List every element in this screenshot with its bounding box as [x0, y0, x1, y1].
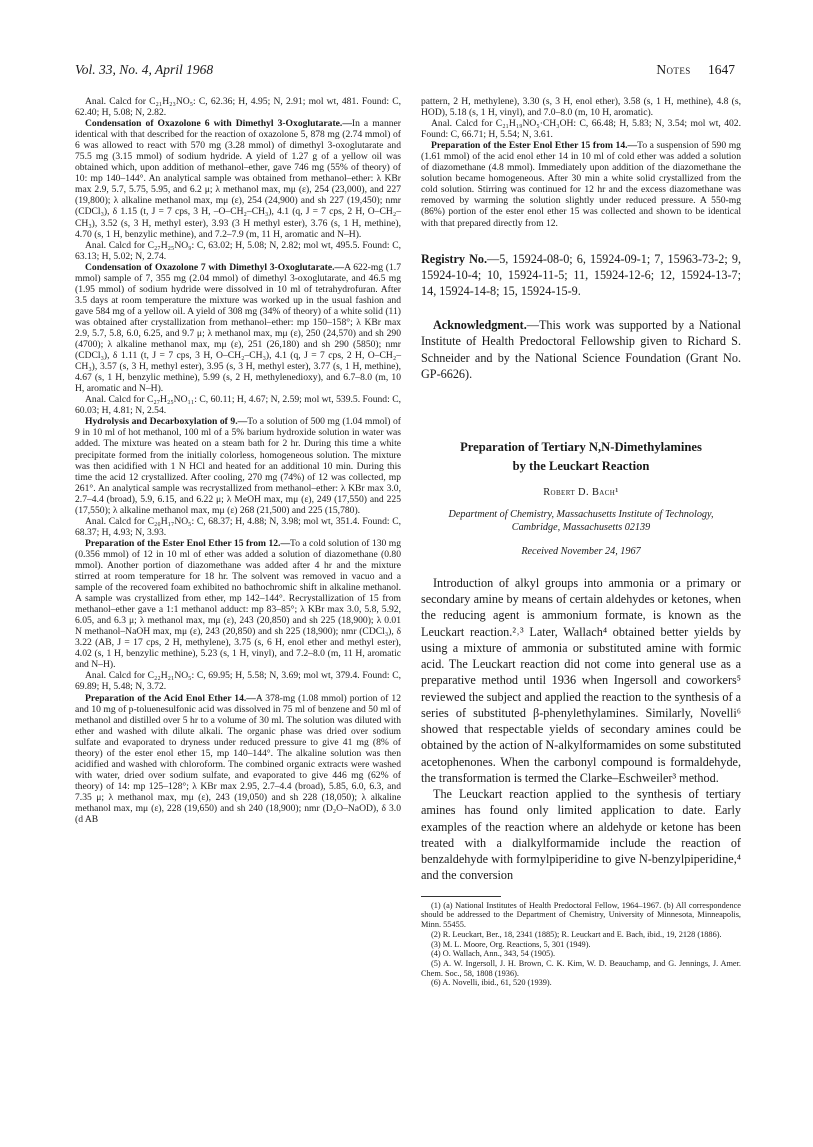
header-right: [656, 62, 735, 78]
section-label: Notes: [656, 62, 691, 77]
left-column: [75, 96, 401, 825]
paragraph: The Leuckart reaction applied to the synthesis of tertiary amines has found only limited application to date. Early examples of the reaction where an aldehyde or ketone has been treated with a dialkylformamide include the reaction of benzaldehyde with formylpiperidine to give N-benzylpiperidine,⁴ and the conversion: [421, 787, 741, 883]
footnotes: [421, 901, 741, 988]
article-body: [421, 575, 741, 884]
paragraph: Hydrolysis and Decarboxylation of 9.—To a solution of 500 mg (1.04 mmol) of 9 in 10 ml of hot methanol, 100 ml of a 5% barium hydroxide solution in water was added. The mixture was heated on a steam bath for 2 hr. During this time a white precipitate formed from the initially colorless, homogeneous solution. The mixture was then acidified with 1 N HCl and heated for an additional 10 min. During this time the acid 12 crystallized. After cooling, 270 mg (74%) of 12 was collected, mp 261°. An analytical sample was recrystallized from methanol–ether: λ KBr max 3.0, 2.7–4.4 (broad), 5.9, 6.15, and 6.22 μ; λ MeOH max, mμ (ε), 249 (17,550) and 225 (17,550); λ alkaline methanol max, mμ (ε) 268 (21,500) and 225 (15,780).: [75, 416, 401, 516]
experimental-continued: [421, 96, 741, 229]
article-author: Robert D. Bach¹: [543, 486, 619, 498]
acknowledgment-text: —This work was supported by a National Institute of Health Predoctoral Fellowship given to Richard S. Schneider and by the National Science Foundation (Grant No. GP-6626).: [421, 318, 741, 381]
footnote: (1) (a) National Institutes of Health Predoctoral Fellow, 1964–1967. (b) All correspondence should be addressed to the Department of Chemistry, University of Minnesota, Minneapolis, Minn. 55455.: [421, 900, 741, 930]
footnote-divider: [421, 896, 501, 897]
right-column: [421, 96, 741, 988]
registry-text: —5, 15924-08-0; 6, 15924-09-1; 7, 15963-73-2; 9, 15924-10-4; 10, 15924-11-5; 11, 15924-12-6; 12, 15924-13-7; 14, 15924-14-8; 15, 15924-15-9.: [421, 251, 741, 298]
article-title: Preparation of Tertiary N,N-Dimethylamines by the Leuckart Reaction: [460, 439, 702, 473]
journal-volume-issue: Vol. 33, No. 4, April 1968: [75, 62, 214, 77]
registry-heading: Registry No.: [421, 251, 488, 266]
received-date: Received November 24, 1967: [521, 545, 641, 557]
paragraph: Preparation of the Ester Enol Ether 15 from 12.—To a cold solution of 130 mg (0.356 mmol) of 12 in 10 ml of ether was added a solution of diazomethane (0.80 mmol). Another portion of diazomethane was added after 4 hr and the mixture stirred at room temperature for 18 hr. The solvent was removed in vacuo and a sample of the recovered foam exhibited no bathochromic shift in alkaline methanol. A sample was crystallized from ether, mp 142–144°. Recrystallization of 15 from methanol–ether gave a 1:1 methanol adduct: mp 83–85°; λ KBr max 3.0, 5.8, 5.92, 6.05, and 6.3 μ; λ methanol max, mμ (ε), 243 (20,850) and sh 225 (18,900); λ 0.01 N methanol–NaOH max, mμ (ε), 243 (20,850) and sh 225 (18,900); nmr (CDCl₃), δ 3.22 (AB, J = 17 cps, 2 H, methylene), 3.75 (s, 6 H, enol ether and methyl ester), 4.02 (s, 1 H, benzylic methine), 5.23 (s, 1 H, vinyl), and 7.2–8.0 (m, 11 H, aromatic and N–H).: [75, 537, 401, 671]
registry-numbers: [421, 251, 741, 300]
paragraph: Anal. Calcd for C₂₇H₂₅NO₁₁: C, 60.11; H, 4.67; N, 2.59; mol wt, 539.5. Found: C, 60.03; H, 4.81; N, 2.54.: [75, 394, 401, 417]
footnote: (4) O. Wallach, Ann., 343, 54 (1905).: [431, 949, 556, 959]
paragraph: Anal. Calcd for C₂₂H₂₁NO₅: C, 69.95; H, 5.58; N, 3.69; mol wt, 379.4. Found: C, 69.89; H, 5.48; N, 3.72.: [75, 670, 401, 693]
paragraph: Anal. Calcd for C₂₁H₂₃NO₅: C, 62.36; H, 4.95; N, 2.91; mol wt, 481. Found: C, 62.40; H, 5.08; N, 2.82.: [75, 96, 401, 119]
paragraph: pattern, 2 H, methylene), 3.30 (s, 3 H, enol ether), 3.58 (s, 1 H, methine), 4.8 (s, HOD), 5.18 (s, 1 H, vinyl), and 7.0–8.0 (m, 10 H, aromatic).: [421, 96, 741, 119]
paragraph: Preparation of the Ester Enol Ether 15 from 14.—To a suspension of 590 mg (1.61 mmol) of the acid enol ether 14 in 10 ml of cold ether was added a solution of diazomethane (4.8 mmol). Immediately upon addition of the diazomethane the solution became homogeneous. After 30 min a white solid crystallized from the cold solution. Stirring was continued for 12 hr and the excess diazomethane was removed by warming the solution slightly under reduced pressure. A 550-mg (86%) portion of the ester enol ether 15 was collected and shown to be identical with that prepared directly from 12.: [421, 140, 741, 229]
running-header: [75, 62, 735, 82]
page-number: 1647: [708, 62, 735, 77]
paragraph: Anal. Calcd for C₂₁H₁₉NO₅·CH₃OH: C, 66.48; H, 5.83; N, 3.54; mol wt, 402. Found: C, 66.71; H, 5.54; N, 3.61.: [421, 118, 741, 141]
author-affiliation: Department of Chemistry, Massachusetts Institute of Technology, Cambridge, Massachusetts 02139: [448, 508, 714, 533]
acknowledgment: [421, 317, 741, 382]
paragraph: Anal. Calcd for C₂₇H₂₅NO₉: C, 63.02; H, 5.08; N, 2.82; mol wt, 495.5. Found: C, 63.13; H, 5.02; N, 2.74.: [75, 239, 401, 262]
paragraph: Preparation of the Acid Enol Ether 14.—A 378-mg (1.08 mmol) portion of 12 and 10 mg of p-toluenesulfonic acid was dissolved in 75 ml of benzene and 50 ml of methanol and distilled over 5 hr to a volume of 30 ml. The solution was diluted with ether and washed with dilute alkali. The organic phase was dried over sodium sulfate and evaporated to dryness under reduced pressure to give 41 mg (8% of theory) of the ester enol ether 15, mp 140–144°. The alkaline solution was then acidified and washed with chloroform. The combined organic extracts were washed with water, dried over sodium sulfate, and evaporated to give 446 mg (62% of theory) of 14: mp 125–128°; λ KBr max 2.95, 2.7–4.4 (broad), 5.85, 6.0, 6.3, and 7.35 μ; λ methanol max, mμ (ε), 243 (19,050) and sh 228 (18,050); λ alkaline methanol max, mμ (ε), 228 (19,650) and sh 240 (18,900); nmr (D₂O–NaOD), δ 3.0 (d AB: [75, 692, 401, 826]
paragraph: Introduction of alkyl groups into ammonia or a primary or secondary amine by means of certain aldehydes or ketones, when the reducing agent is ammonium formate, is known as the Leuckart reaction.²˒³ Later, Wallach⁴ obtained better yields by using a mixture of ammonia or substituted amine with formic acid. The Leuckart reaction did not come into general use as a preparative method until 1936 when Ingersoll and coworkers⁵ reviewed the subject and applied the reaction to the synthesis of a series of substituted β-phenylethylamines. Similarly, Novelli⁶ showed that respectable yields of secondary amines could be obtained by the action of N-alkylformamides on some substituted acetophenones. When the carbonyl compound is formaldehyde, the transformation is termed the Clarke–Eschweiler³ method.: [421, 575, 741, 785]
paragraph: Condensation of Oxazolone 7 with Dimethyl 3-Oxoglutarate.—A 622-mg (1.7 mmol) sample of 7, 355 mg (2.04 mmol) of dimethyl 3-oxoglutarate, and 46.5 mg (1.95 mmol) of sodium hydride were dissolved in 10 ml of tetrahydrofuran. After 3.5 days at room temperature the mixture was worked up in the usual fashion and gave 584 mg of a yellow oil. A yield of 308 mg (34% of theory) of a white solid (11) was obtained after crystallization from methanol–ether: mp 150–158°; λ KBr max 2.9, 5.7, 5.8, 6.0, 6.25, and 9.7 μ; λ methanol max, mμ (ε), 250 (24,570) and sh 290 (4700); λ alkaline methanol max, mμ (ε), 251 (26,180) and sh 290 (5850); nmr (CDCl₃), δ 1.11 (t, J = 7 cps, 3 H, O–CH₂–CH₃), 4.1 (q, J = 7 cps, 2 H, O–CH₂–CH₃), 3.57 (s, 3 H, methyl ester), 3.95 (s, 3 H, methyl ester), 3.77 (s, 1 H, methine), 4.67 (s, 1 H, benzylic methine), 5.99 (s, 2 H, methylenedioxy), and 6.7–8.0 (m, 10 H, aromatic and N–H).: [75, 261, 401, 395]
acknowledgment-heading: Acknowledgment.: [433, 318, 527, 333]
footnote: (5) A. W. Ingersoll, J. H. Brown, C. K. Kim, W. D. Beauchamp, and G. Jennings, J. Amer. Chem. Soc., 58, 1808 (1936).: [421, 958, 741, 978]
footnote: (6) A. Novelli, ibid., 61, 520 (1939).: [431, 978, 552, 988]
footnote: (3) M. L. Moore, Org. Reactions, 5, 301 (1949).: [431, 939, 591, 949]
paragraph: Condensation of Oxazolone 6 with Dimethyl 3-Oxoglutarate.—In a manner identical with that described for the reaction of oxazolone 5, 878 mg (2.74 mmol) of 6 was allowed to react with 570 mg (3.28 mmol) of dimethyl 3-oxoglutarate and 75.5 mg (3.15 mmol) of sodium hydride. A yield of 1.27 g of a yellow oil was obtained which, upon addition of methanol–ether, gave 746 mg (55% of theory) of 10: mp 140–144°. An analytical sample was obtained from methanol–ether: λ KBr max 2.9, 5.7, 5.75, 5.95, and 6.2 μ; λ methanol max, mμ (ε), 254 (23,000), and 227 (19,800); λ alkaline methanol max, mμ (ε), 254 (24,900) and sh 227 (19,450); nmr (CDCl₃), δ 1.15 (t, J = 7 cps, 3 H, –O–CH₂–CH₃), 4.1 (q, J = 7 cps, 2 H, O–CH₂–CH₃), 3.52 (s, 3 H, methyl ester), 3.93 (3 H methyl ester), 3.76 (s, 1 H, methine), 4.70 (s, 1 H, benzylic methine), and 7.2–7.9 (m, 11 H, aromatic and N–H).: [75, 118, 401, 240]
footnote: (2) R. Leuckart, Ber., 18, 2341 (1885); R. Leuckart and E. Bach, ibid., 19, 2128 (1886).: [431, 929, 722, 939]
paragraph: Anal. Calcd for C₂₀H₁₇NO₅: C, 68.37; H, 4.88; N, 3.98; mol wt, 351.4. Found: C, 68.37; H, 4.93; N, 3.93.: [75, 515, 401, 538]
